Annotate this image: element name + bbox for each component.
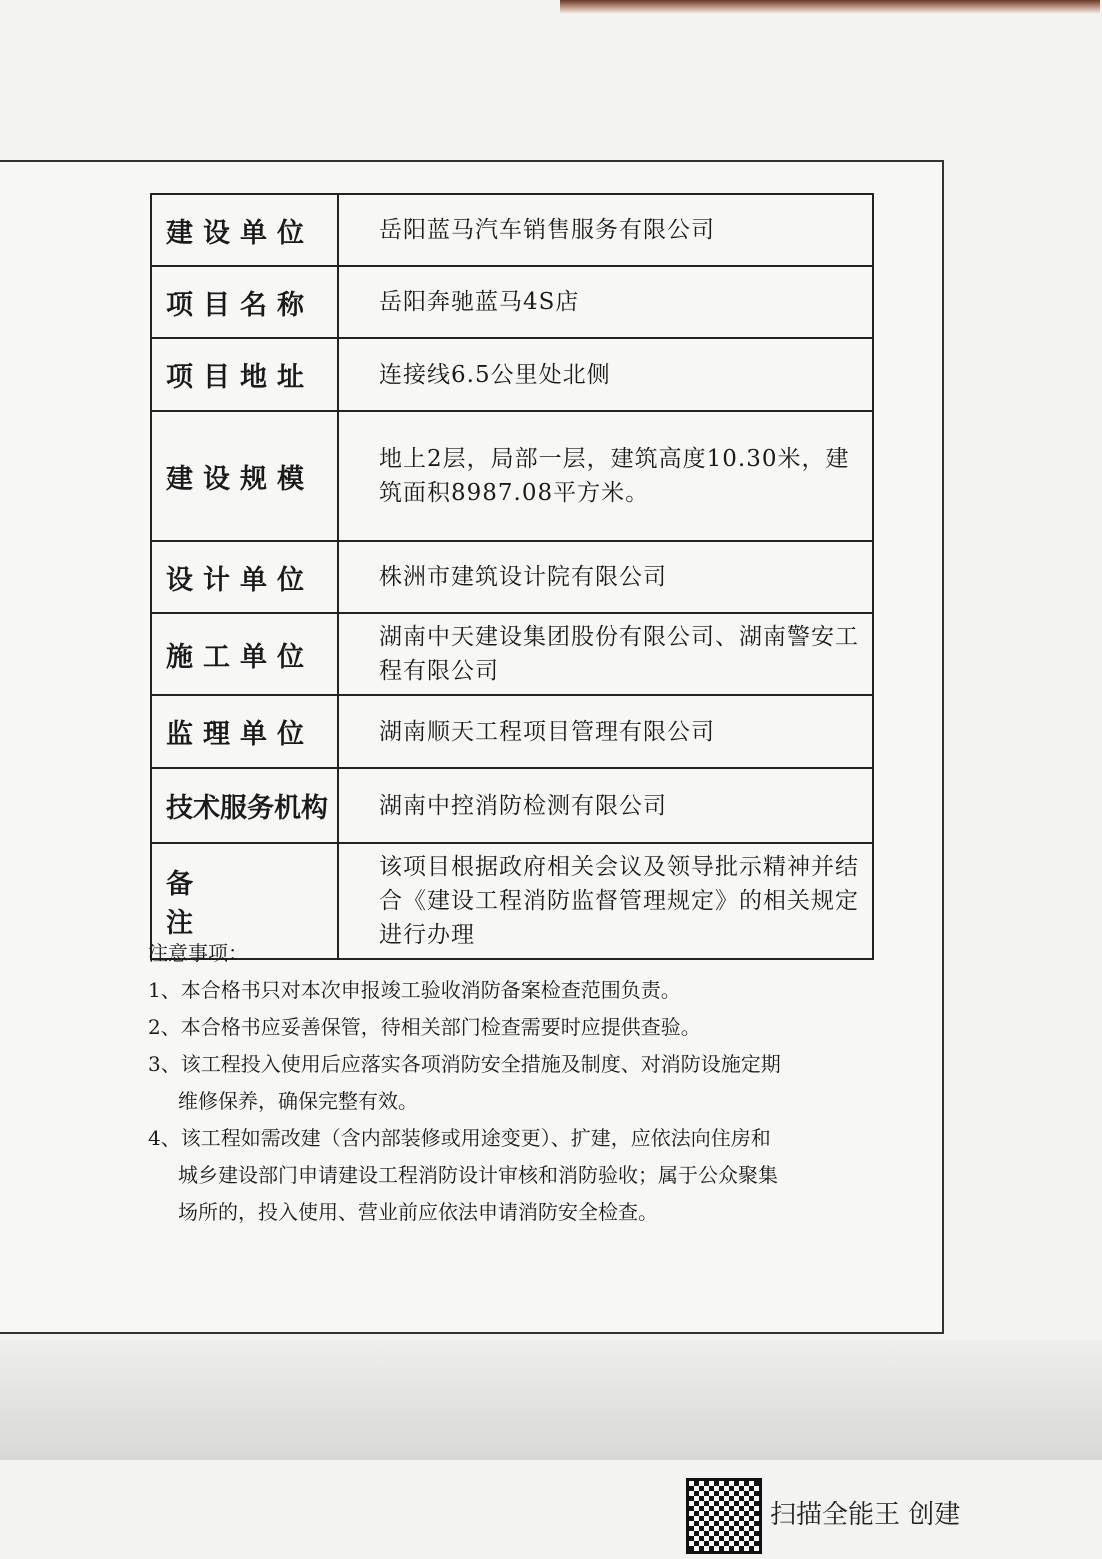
row-value: 地上2层，局部一层，建筑高度10.30米，建筑面积8987.08平方米。 <box>338 411 873 541</box>
note-item: 4、该工程如需改建（含内部装修或用途变更）、扩建，应依法向住房和 <box>148 1126 771 1150</box>
note-item: 3、该工程投入使用后应落实各项消防安全措施及制度、对消防设施定期 <box>148 1052 781 1076</box>
note-item: 场所的，投入使用、营业前应依法申请消防安全检查。 <box>178 1200 658 1224</box>
table-row <box>151 411 873 541</box>
row-value: 湖南顺天工程项目管理有限公司 <box>338 695 873 768</box>
row-label: 监理单位 <box>151 695 338 768</box>
scan-shadow <box>0 1340 1102 1460</box>
row-value: 岳阳奔驰蓝马4S店 <box>338 266 873 338</box>
row-label: 施工单位 <box>151 613 338 695</box>
row-value: 该项目根据政府相关会议及领导批示精神并结合《建设工程消防监督管理规定》的相关规定进行办理 <box>338 843 873 959</box>
table-row <box>151 695 873 768</box>
row-label: 建设规模 <box>151 411 338 541</box>
row-label: 项目名称 <box>151 266 338 338</box>
table-row <box>151 613 873 695</box>
notes-title: 注意事项： <box>148 941 248 965</box>
note-item: 维修保养，确保完整有效。 <box>178 1089 418 1113</box>
project-info-table <box>150 193 874 960</box>
table-row <box>151 768 873 843</box>
table-row <box>151 266 873 338</box>
row-value: 湖南中控消防检测有限公司 <box>338 768 873 843</box>
note-item: 城乡建设部门申请建设工程消防设计审核和消防验收；属于公众聚集 <box>178 1163 778 1187</box>
note-item: 1、本合格书只对本次申报竣工验收消防备案检查范围负责。 <box>148 978 681 1002</box>
table-row <box>151 194 873 266</box>
qr-code-icon <box>686 1478 762 1554</box>
row-label: 备注 <box>151 843 338 959</box>
scanner-watermark: 扫描全能王 创建 <box>770 1500 961 1530</box>
row-value: 连接线6.5公里处北侧 <box>338 338 873 411</box>
table-row <box>151 541 873 613</box>
row-label: 项目地址 <box>151 338 338 411</box>
row-value: 岳阳蓝马汽车销售服务有限公司 <box>338 194 873 266</box>
table-row <box>151 338 873 411</box>
row-label: 技术服务机构 <box>151 768 338 843</box>
row-value: 株洲市建筑设计院有限公司 <box>338 541 873 613</box>
row-value: 湖南中天建设集团股份有限公司、湖南警安工程有限公司 <box>338 613 873 695</box>
row-label: 设计单位 <box>151 541 338 613</box>
notes-section <box>148 935 781 1231</box>
row-label: 建设单位 <box>151 194 338 266</box>
scan-edge <box>560 0 1100 14</box>
note-item: 2、本合格书应妥善保管，待相关部门检查需要时应提供查验。 <box>148 1015 701 1039</box>
